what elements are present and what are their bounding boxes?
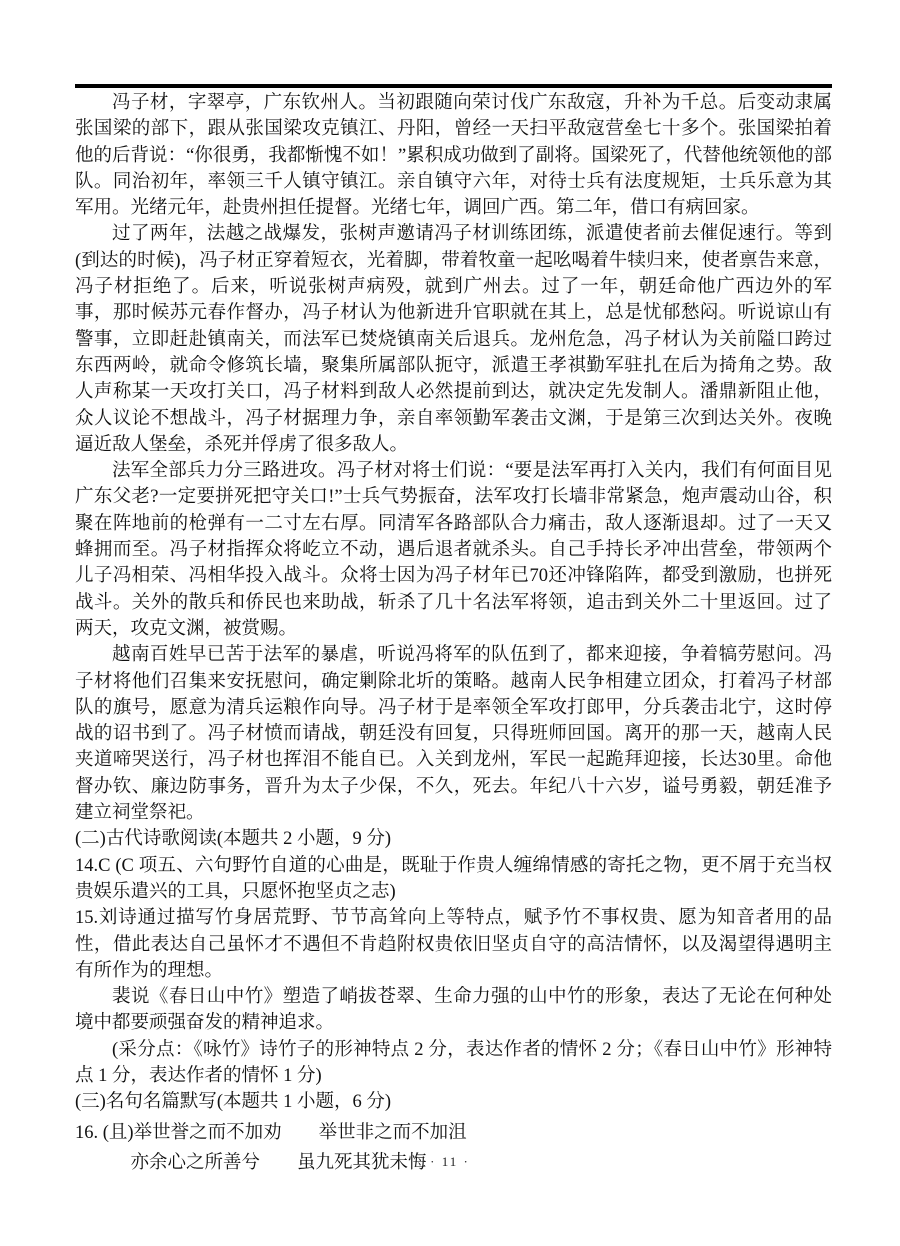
document-content	[75, 90, 832, 1176]
page-number: · 11 ·	[430, 1154, 470, 1169]
answer-15-part-1: 15.刘诗通过描写竹身居荒野、节节高耸向上等特点，赋予竹不事权贵、愿为知音者用的品性，借此表达自己虽怀才不遇但不肯趋附权贵依旧坚贞自守的高洁情怀，以及渴望得遇明主有所作为的理想。	[75, 908, 832, 981]
translation-paragraph-4: 越南百姓早已苦于法军的暴虐，听说冯将军的队伍到了，都来迎接，争着犒劳慰问。冯子材将他们召集来安抚慰问，确定剿除北圻的策略。越南人民争相建立团众，打着冯子材部队的旗号，愿意为清兵运粮作向导。冯子材于是率领全军攻打郎甲，分兵袭击北宁，这时停战的诏书到了。冯子材愤而请战，朝廷没有回复，只得班师回国。离开的那一天，越南人民夹道啼哭送行，冯子材也挥泪不能自已。入关到龙州，军民一起跪拜迎接，长达30里。命他督办钦、廉边防事务，晋升为太子少保，不久，死去。年纪八十六岁，谥号勇毅，朝廷准予建立祠堂祭祀。	[75, 645, 832, 824]
section-heading-dictation: (三)名句名篇默写(本题共 1 小题，6 分)	[75, 1092, 392, 1113]
translation-paragraph-1: 冯子材，字翠亭，广东钦州人。当初跟随向荣讨伐广东敌寇，升补为千总。后变动隶属张国梁的部下，跟从张国梁攻克镇江、丹阳，曾经一天扫平敌寇营垒七十多个。张国梁拍着他的后背说：“你很勇，我都惭愧不如！”累积成功做到了副将。国梁死了，代替他统领他的部队。同治初年，率领三千人镇守镇江。亲自镇守六年，对待士兵有法度规矩，士兵乐意为其军用。光绪元年，赴贵州担任提督。光绪七年，调回广西。第二年，借口有病回家。	[75, 93, 832, 219]
answer-15-scoring-note: (采分点：《咏竹》诗竹子的形神特点 2 分，表达作者的情怀 2 分；《春日山中竹》形神特点 1 分，表达作者的情怀 1 分)	[75, 1039, 832, 1086]
answer-16-line-2: 亦余心之所善兮 虽九死其犹未悔	[130, 1152, 427, 1173]
section-heading-ancient-poetry: (二)古代诗歌阅读(本题共 2 小题，9 分)	[75, 829, 392, 850]
top-rule	[75, 84, 832, 88]
translation-paragraph-2: 过了两年，法越之战爆发，张树声邀请冯子材训练团练，派遣使者前去催促速行。等到(到达的时候)，冯子材正穿着短衣，光着脚，带着牧童一起吆喝着牛犊归来，使者禀告来意，冯子材拒绝了。后来，听说张树声病殁，就到广州去。过了一年，朝廷命他广西边外的军事，那时候苏元春作督办，冯子材认为他新进升官职就在其上，总是忧郁愁闷。听说谅山有警事，立即赶赴镇南关，而法军已焚烧镇南关后退兵。龙州危急，冯子材认为关前隘口跨过东西两岭，就命令修筑长墙，聚集所属部队扼守，派遣王孝祺勤军驻扎在后为掎角之势。敌人声称某一天攻打关口，冯子材料到敌人必然提前到达，就决定先发制人。潘鼎新阻止他，众人议论不想战斗，冯子材据理力争，亲自率领勤军袭击文渊，于是第三次到达关外。夜晚逼近敌人堡垒，杀死并俘虏了很多敌人。	[75, 224, 832, 455]
answer-16-line-1: 16. (且)举世誉之而不加劝 举世非之而不加沮	[75, 1122, 467, 1143]
translation-paragraph-3: 法军全部兵力分三路进攻。冯子材对将士们说：“要是法军再打入关内，我们有何面目见广东父老?一定要拼死把守关口!”士兵气势振奋，法军攻打长墙非常紧急，炮声震动山谷，积聚在阵地前的枪弹有一二寸左右厚。同清军各路部队合力痛击，敌人逐渐退却。过了一天又蜂拥而至。冯子材指挥众将屹立不动，遇后退者就杀头。自己手持长矛冲出营垒，带领两个儿子冯相荣、冯相华投入战斗。众将士因为冯子材年已70还冲锋陷阵，都受到激励，也拼死战斗。关外的散兵和侨民也来助战，斩杀了几十名法军将领，追击到关外二十里返回。过了两天，攻克文渊，被赏赐。	[75, 461, 832, 639]
answer-14: 14.C (C 项五、六句野竹自道的心曲是，既耻于作贵人缠绵情感的寄托之物，更不屑于充当权贵娱乐遣兴的工具，只愿怀抱坚贞之志)	[75, 855, 832, 902]
answer-15-part-2: 裴说《春日山中竹》塑造了峭拔苍翠、生命力强的山中竹的形象，表达了无论在何种处境中都要顽强奋发的精神追求。	[75, 987, 832, 1034]
